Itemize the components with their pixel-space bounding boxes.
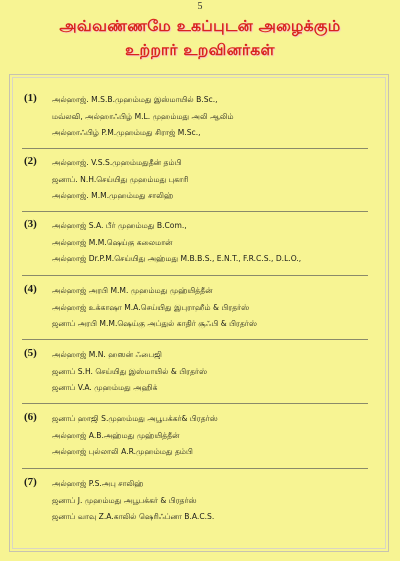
section-divider: [22, 148, 368, 149]
section-number: (3): [24, 218, 37, 230]
section-line: அல்ஹாஜ் புல்லாலி A.R.முஹம்மது தம்பி: [52, 447, 193, 456]
header-line-2: உற்றார் உறவினர்கள்: [125, 41, 275, 59]
section-line: அல்ஹாஜ். V.S.S.முஹம்மதுதீன் தம்பி: [52, 158, 182, 167]
section-number: (6): [24, 411, 37, 423]
section-line: ஜனாப் வாவு Z.A.காலில் ஷெரிஃப்னா B.A.C.S.: [52, 512, 215, 521]
section-line: அல்ஹாஜ். M.M.முஹம்மது சாலிஹ்: [52, 191, 174, 200]
section-line: ஜனாப் V.A. முஹம்மது அஹிக்: [52, 383, 158, 392]
section-divider: [22, 275, 368, 276]
section-number: (4): [24, 283, 37, 295]
section-line: அல்ஹாஜ் S.A. பீர் முஹம்மது B.Com.,: [52, 221, 187, 230]
section-line: ஜனாப் ஹாஜி S.முஹம்மது அபூபக்கர்& பிரதர்ஸ்: [52, 414, 218, 423]
section-line: அல்ஹாஜ் A.B.அஹ்மது முஹ்யித்தீன்: [52, 430, 180, 440]
section-number: (7): [24, 476, 37, 488]
section-line: அல்ஹாஜ் Dr.P.M.செய்யிது அஹ்மது M.B.B.S., E.N.T., F.R.C.S., D.L.O.,: [52, 254, 302, 263]
header-line-1: அவ்வண்ணமே உகப்புடன் அழைக்கும்: [59, 17, 341, 35]
section-divider: [22, 339, 368, 340]
section-line: அல்ஹாஜ் அரபி M.M. முஹம்மது முஹ்யித்தீன்: [52, 286, 213, 295]
section-line: அல்ஹாஜ் M.N. ஹஸன் ஃபைஜி: [52, 350, 162, 359]
section-divider: [22, 211, 368, 212]
page-number: 5: [197, 1, 203, 12]
section-number: (2): [24, 155, 37, 167]
section-line: அல்ஹாஜ் உக்காஷா M.A.செய்யிது இபுராஹீம் & பிரதர்ஸ்: [52, 302, 250, 312]
section-line: மவ்லவி, அல்ஹாஃபிழ் M.L. முஹம்மது அலி ஆலிம்: [52, 111, 234, 121]
section-line: அல்ஹாஜ். M.S.B.முஹம்மது இஸ்மாயில் B.Sc.,: [52, 95, 218, 104]
section-line: ஜனாப். N.H.செய்யிது முஹம்மது புகாரி: [52, 174, 189, 184]
header: [0, 14, 400, 62]
section-number: (5): [24, 347, 37, 359]
section-line: அல்ஹாஜ் P.S.அபு சாலிஹ்: [52, 479, 144, 488]
section-line: ஜனாப் J. முஹம்மது அபூபக்கர் & பிரதர்ஸ்: [52, 495, 197, 505]
section-line: அல்ஹாஃபிழ் P.M.முஹம்மது சிராஜ் M.Sc.,: [52, 128, 201, 137]
section-divider: [22, 468, 368, 469]
section-line: அல்ஹாஜ் M.M.ஷெய்கு கலைமான்: [52, 237, 173, 247]
section-line: ஜனாப் அரபி M.M.ஷெய்கு அப்துல் காதிர் சூஃபி & பிரதர்ஸ்: [52, 319, 258, 328]
section-number: (1): [24, 92, 37, 104]
section-divider: [22, 403, 368, 404]
section-line: ஜனாப் S.H. செய்யிது இஸ்மாயில் & பிரதர்ஸ்: [52, 366, 208, 376]
